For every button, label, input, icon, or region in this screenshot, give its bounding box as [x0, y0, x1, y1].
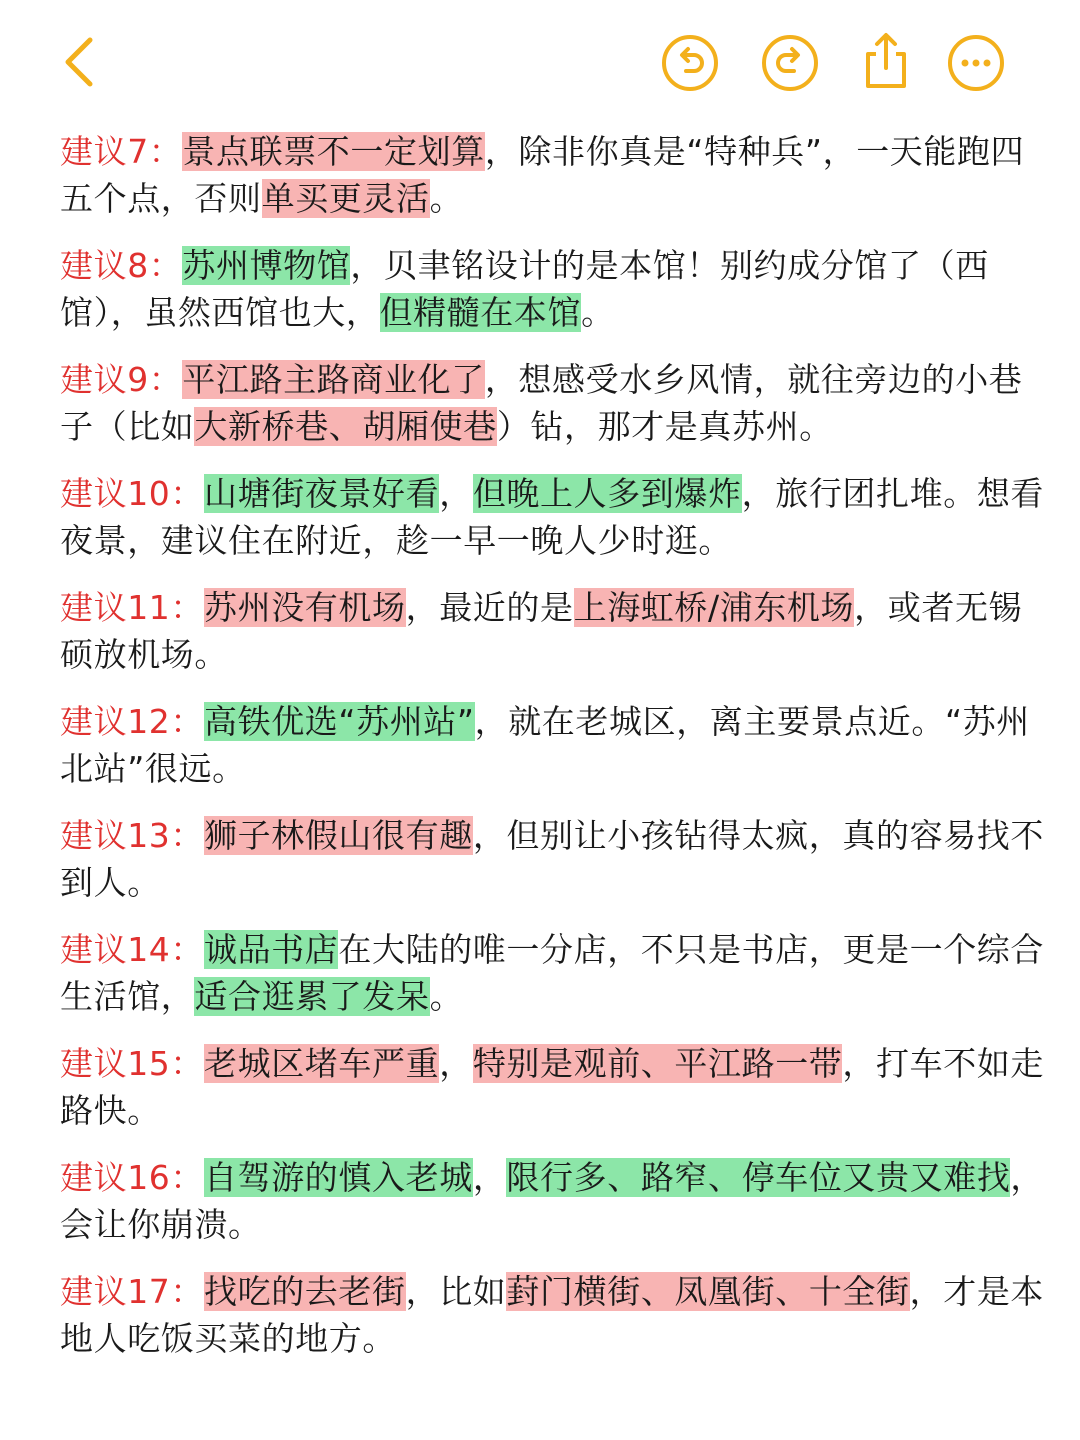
tip-text: ，贝聿铭设计的是本馆！别约成分馆了（西馆），虽然西馆也大， [60, 246, 989, 332]
tip-label: 建议11： [60, 588, 204, 627]
highlighted-text: 单买更灵活 [261, 179, 430, 218]
highlighted-text: 老城区堵车严重 [204, 1044, 440, 1083]
tip-label: 建议8： [60, 246, 183, 285]
highlighted-text: 苏州博物馆 [182, 246, 351, 285]
tip-text: ，会让你崩溃。 [60, 1158, 1045, 1244]
tip-paragraph [60, 242, 1050, 336]
tip-text: 。 [581, 293, 615, 332]
highlighted-text: 适合逛累了发呆 [194, 977, 430, 1016]
tip-text: ，最近的是 [405, 588, 574, 627]
tip-label: 建议10： [60, 474, 204, 513]
highlighted-text: 山塘街夜景好看 [204, 474, 440, 513]
tip-label: 建议12： [60, 702, 204, 741]
tip-paragraph [60, 1268, 1050, 1362]
tip-text: ，打车不如走路快。 [60, 1044, 1045, 1130]
tip-text: ，比如 [405, 1272, 507, 1311]
tip-paragraph [60, 584, 1050, 678]
tip-paragraph [60, 128, 1050, 222]
undo-icon[interactable] [660, 33, 720, 93]
tip-paragraph [60, 812, 1050, 906]
tip-label: 建议15： [60, 1044, 204, 1083]
tip-text: ， [439, 1044, 473, 1083]
tip-paragraph [60, 698, 1050, 792]
highlighted-text: 找吃的去老街 [204, 1272, 406, 1311]
highlighted-text: 葑门横街、凤凰街、十全街 [506, 1272, 910, 1311]
tip-paragraph [60, 356, 1050, 450]
note-content[interactable] [60, 128, 1050, 1382]
highlighted-text: 但精髓在本馆 [379, 293, 582, 332]
tip-text: ，旅行团扎堆。想看夜景，建议住在附近，趁一早一晚人少时逛。 [60, 474, 1045, 560]
tip-label: 建议13： [60, 816, 204, 855]
tip-label: 建议14： [60, 930, 204, 969]
toolbar [0, 0, 1080, 124]
tip-paragraph [60, 1154, 1050, 1248]
tip-text: ，除非你真是“特种兵”，一天能跑四五个点，否则 [60, 132, 1025, 218]
redo-icon[interactable] [760, 33, 820, 93]
highlighted-text: 特别是观前、平江路一带 [472, 1044, 843, 1083]
more-icon[interactable] [946, 33, 1006, 93]
tip-text: ，但别让小孩钻得太疯，真的容易找不到人。 [60, 816, 1045, 902]
highlighted-text: 诚品书店 [204, 930, 339, 969]
highlighted-text: 高铁优选“苏州站” [204, 702, 475, 741]
highlighted-text: 上海虹桥/浦东机场 [573, 588, 855, 627]
tip-text: ， [472, 1158, 507, 1197]
tip-text: ，才是本地人吃饭买菜的地方。 [60, 1272, 1045, 1358]
highlighted-text: 自驾游的慎入老城 [204, 1158, 473, 1197]
highlighted-text: 限行多、路窄、停车位又贵又难找 [506, 1158, 1011, 1197]
tip-text: ）钻，那才是真苏州。 [496, 407, 833, 446]
tip-paragraph [60, 470, 1050, 564]
highlighted-text: 但晚上人多到爆炸 [472, 474, 742, 513]
tip-text: ，想感受水乡风情，就往旁边的小巷子（比如 [60, 360, 1023, 446]
highlighted-text: 景点联票不一定划算 [182, 132, 485, 171]
tip-paragraph [60, 926, 1050, 1020]
tip-text: ， [439, 474, 473, 513]
tip-label: 建议7： [60, 132, 183, 171]
share-icon[interactable] [856, 30, 916, 92]
tip-text: ，或者无锡硕放机场。 [60, 588, 1023, 674]
tip-paragraph [60, 1040, 1050, 1134]
tip-text: 。 [429, 977, 464, 1016]
highlighted-text: 大新桥巷、胡厢使巷 [194, 407, 497, 446]
tip-text: ，就在老城区，离主要景点近。“苏州北站”很远。 [60, 702, 1030, 788]
tip-label: 建议9： [60, 360, 183, 399]
tip-text: 在大陆的唯一分店，不只是书店，更是一个综合生活馆， [60, 930, 1045, 1016]
tip-label: 建议17： [60, 1272, 204, 1311]
tip-label: 建议16： [60, 1158, 204, 1197]
chevron-left-icon[interactable] [56, 34, 108, 90]
highlighted-text: 苏州没有机场 [204, 588, 406, 627]
highlighted-text: 狮子林假山很有趣 [204, 816, 473, 855]
highlighted-text: 平江路主路商业化了 [182, 360, 485, 399]
tip-text: 。 [429, 179, 464, 218]
